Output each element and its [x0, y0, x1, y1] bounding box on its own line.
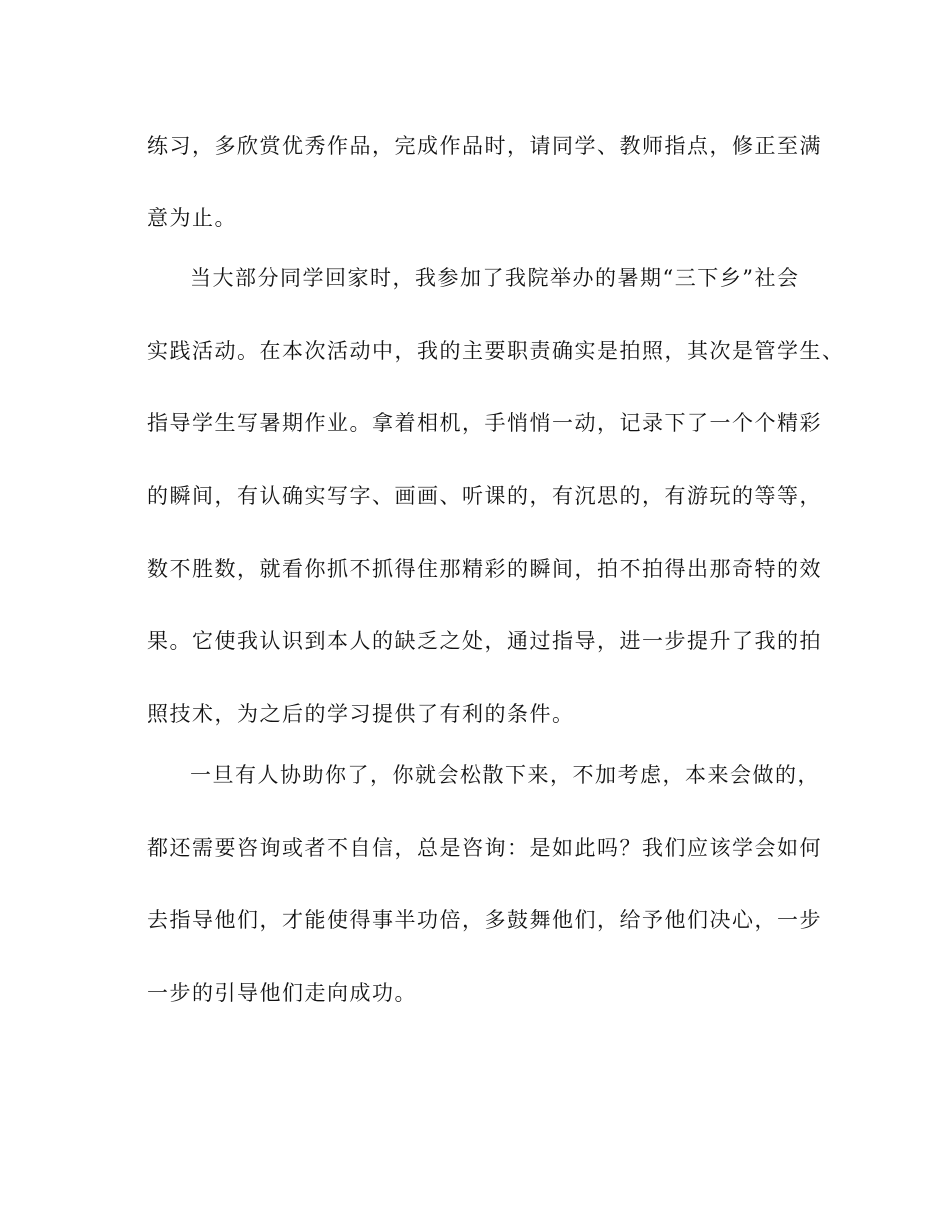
paragraph-2-line-7: 照技术，为之后的学习提供了有利的条件。 — [147, 702, 575, 726]
paragraph-2-line-1: 当大部分同学回家时，我参加了我院举办的暑期“三下乡”社会 — [190, 266, 800, 290]
paragraph-3-line-2: 都还需要咨询或者不自信，总是咨询：是如此吗？我们应该学会如何 — [147, 836, 822, 860]
paragraph-2-line-5: 数不胜数，就看你抓不抓得住那精彩的瞬间，拍不拍得出那奇特的效 — [147, 557, 822, 581]
paragraph-3-line-1: 一旦有人协助你了，你就会松散下来，不加考虑，本来会做的， — [190, 763, 820, 787]
paragraph-3-line-3: 去指导他们，才能使得事半功倍，多鼓舞他们，给予他们决心，一步 — [147, 908, 822, 932]
paragraph-2-line-4: 的瞬间，有认确实写字、画画、听课的，有沉思的，有游玩的等等， — [147, 484, 822, 508]
paragraph-3-line-4: 一步的引导他们走向成功。 — [147, 981, 417, 1005]
paragraph-2-line-2: 实践活动。在本次活动中，我的主要职责确实是拍照，其次是管学生、 — [147, 339, 845, 363]
paragraph-1-line-1: 练习，多欣赏优秀作品，完成作品时，请同学、教师指点，修正至满 — [147, 134, 822, 158]
paragraph-1-line-2: 意为止。 — [147, 206, 237, 230]
paragraph-2-line-6: 果。它使我认识到本人的缺乏之处，通过指导，进一步提升了我的拍 — [147, 629, 822, 653]
paragraph-2-line-3: 指导学生写暑期作业。拿着相机，手悄悄一动，记录下了一个个精彩 — [147, 411, 822, 435]
